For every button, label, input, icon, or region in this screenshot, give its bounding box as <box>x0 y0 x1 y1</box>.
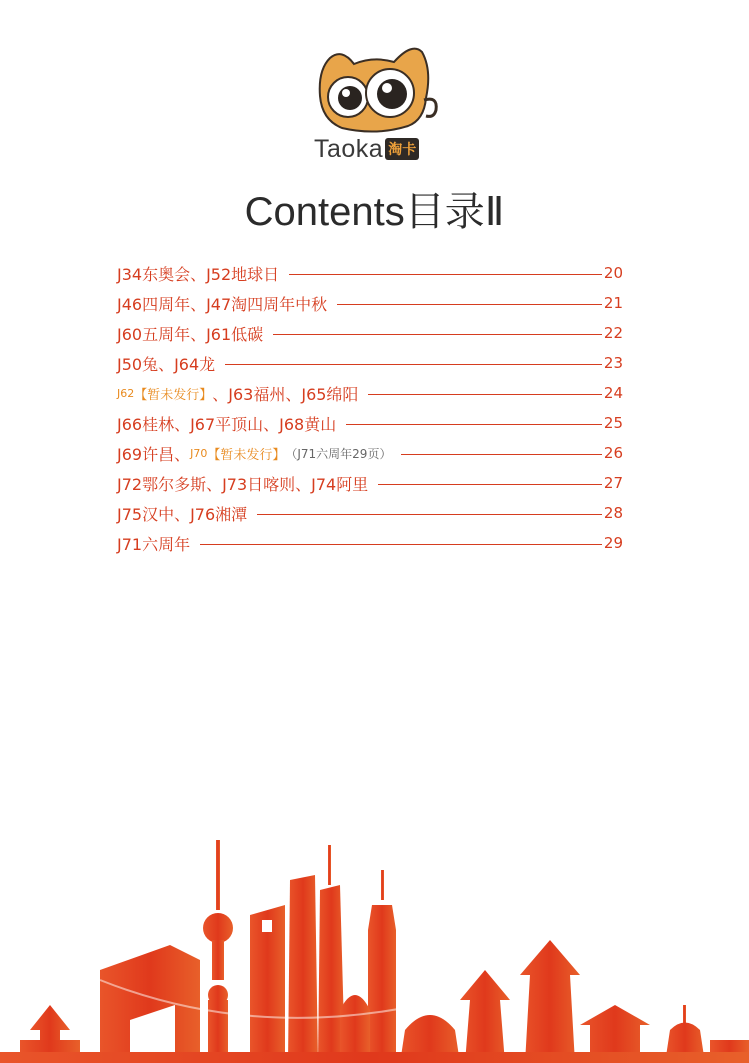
toc-page-number: 27 <box>603 474 623 492</box>
toc-page-number: 25 <box>603 414 623 432</box>
toc-entry-title: J50兔、J64龙 <box>117 354 216 374</box>
toc-entry-title: 【暂未发行】 <box>134 387 213 403</box>
toc-page-number: 20 <box>603 264 623 282</box>
brand-name-cn: 淘卡 <box>385 138 419 160</box>
toc-entry[interactable] <box>117 318 623 348</box>
toc-entry-title: J72鄂尔多斯、J73日喀则、J74阿里 <box>117 474 369 494</box>
toc-leader-line <box>368 394 601 395</box>
toc-entry[interactable] <box>117 288 623 318</box>
toc-page-number: 23 <box>603 354 623 372</box>
page-title: Contents目录Ⅱ <box>244 190 505 234</box>
toc-page-number: 22 <box>603 324 623 342</box>
city-skyline-illustration <box>0 830 749 1063</box>
brand-wordmark <box>314 134 419 164</box>
toc-entry-title: J71六周年 <box>117 534 191 554</box>
toc-entry[interactable] <box>117 408 623 438</box>
toc-entry-title: J70 <box>190 446 208 460</box>
toc-entry[interactable] <box>117 378 623 408</box>
toc-leader-line <box>289 274 602 275</box>
toc-entry-title: J75汉中、J76湘潭 <box>117 504 248 524</box>
toc-entry-title: （J71六周年29页） <box>285 446 392 461</box>
toc-page-number: 29 <box>603 534 623 552</box>
toc-leader-line <box>346 424 602 425</box>
toc-entry[interactable] <box>117 438 623 468</box>
toc-leader-line <box>257 514 602 515</box>
toc-leader-line <box>200 544 602 545</box>
toc-entry[interactable] <box>117 528 623 558</box>
toc-entry[interactable] <box>117 498 623 528</box>
toc-entry[interactable] <box>117 258 623 288</box>
toc-entry-title: 【暂未发行】 <box>207 447 286 463</box>
toc-leader-line <box>401 454 601 455</box>
toc-entry-title: J69许昌、 <box>117 444 191 464</box>
toc-entry-title: J66桂林、J67平顶山、J68黄山 <box>117 414 337 434</box>
toc-entry-title: 、J63福州、J65绵阳 <box>212 384 359 404</box>
table-of-contents <box>117 258 623 558</box>
toc-entry[interactable] <box>117 348 623 378</box>
toc-entry[interactable] <box>117 468 623 498</box>
toc-page-number: 21 <box>603 294 623 312</box>
toc-leader-line <box>337 304 602 305</box>
toc-entry-title: J60五周年、J61低碳 <box>117 324 264 344</box>
toc-entry-title: J46四周年、J47淘四周年中秋 <box>117 294 328 314</box>
toc-page-number: 24 <box>603 384 623 402</box>
toc-leader-line <box>378 484 602 485</box>
toc-leader-line <box>225 364 602 365</box>
toc-entry-title: J62 <box>117 386 135 400</box>
toc-entry-title: J34东奥会、J52地球日 <box>117 264 280 284</box>
brand-name: Taoka <box>314 134 384 163</box>
toc-leader-line <box>273 334 602 335</box>
toc-page-number: 28 <box>603 504 623 522</box>
toc-page-number: 26 <box>603 444 623 462</box>
